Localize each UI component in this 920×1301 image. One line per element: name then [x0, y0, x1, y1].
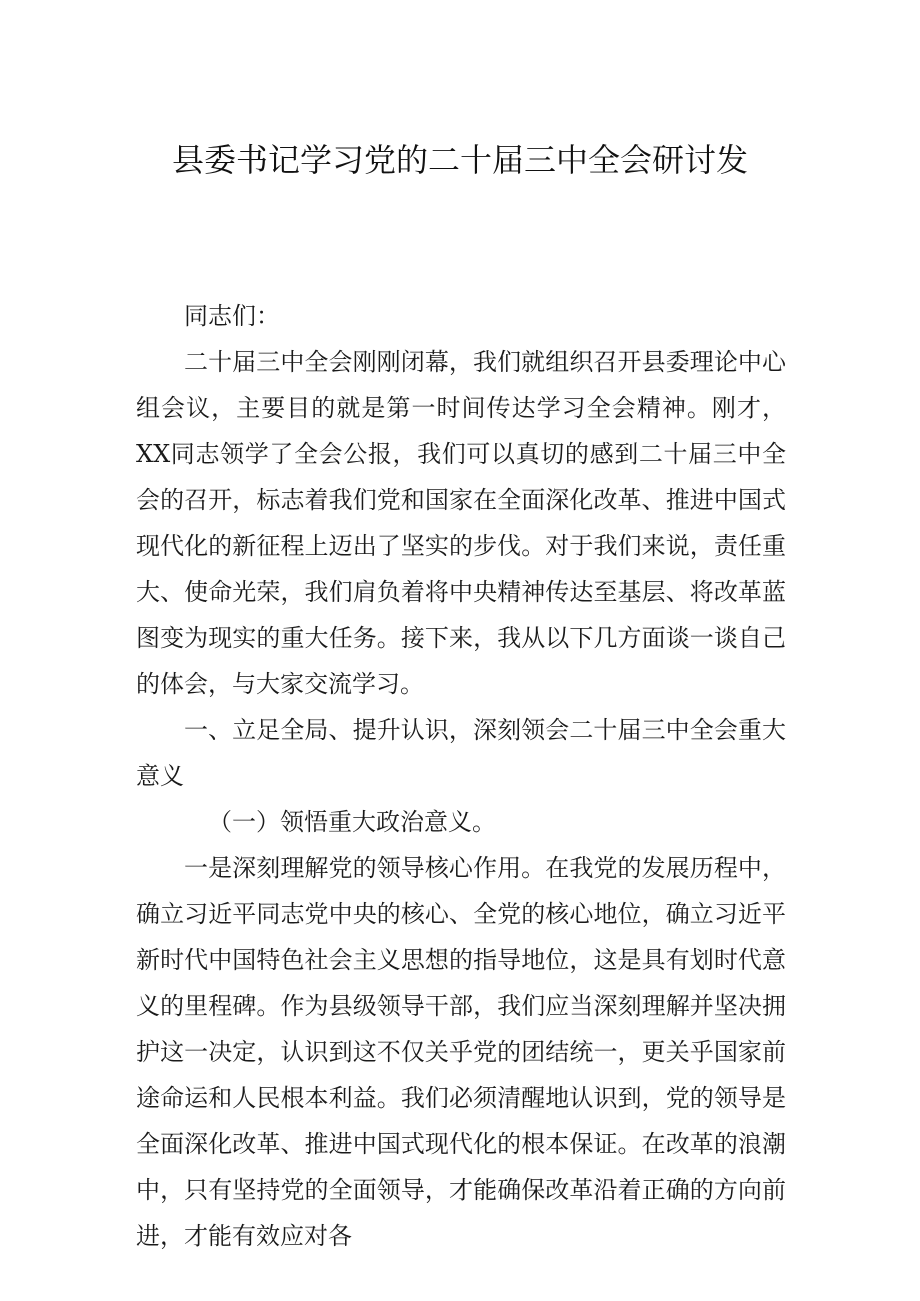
- intro-paragraph: 二十届三中全会刚刚闭幕，我们就组织召开县委理论中心组会议，主要目的就是第一时间传达学习全会精神。刚才，XX同志领学了全会公报，我们可以真切的感到二十届三中全会的召开，标志着我们党和国家在全面深化改革、推进中国式现代化的新征程上迈出了坚实的步伐。对于我们来说，责任重大、使命光荣，我们肩负着将中央精神传达至基层、将改革蓝图变为现实的重大任务。接下来，我从以下几方面谈一谈自己的体会，与大家交流学习。: [136, 348, 786, 698]
- body-paragraph: 一是深刻理解党的领导核心作用。在我党的发展历程中，确立习近平同志党中央的核心、全党的核心地位，确立习近平新时代中国特色社会主义思想的指导地位，这是具有划时代意义的里程碑。作为县级领导干部，我们应当深刻理解并坚决拥护这一决定，认识到这不仅关乎党的团结统一，更关乎国家前途命运和人民根本利益。我们必须清醒地认识到，党的领导是全面深化改革、推进中国式现代化的根本保证。在改革的浪潮中，只有坚持党的全面领导，才能确保改革沿着正确的方向前进，才能有效应对各: [136, 854, 786, 1250]
- document-title: 县委书记学习党的二十届三中全会研讨发: [171, 141, 748, 179]
- section-heading: 一、立足全局、提升认识，深刻领会二十届三中全会重大意义: [136, 716, 786, 790]
- document-body: [136, 293, 786, 1259]
- salutation-paragraph: 同志们：: [184, 302, 280, 330]
- subsection-heading: （一）领悟重大政治意义。: [208, 808, 496, 836]
